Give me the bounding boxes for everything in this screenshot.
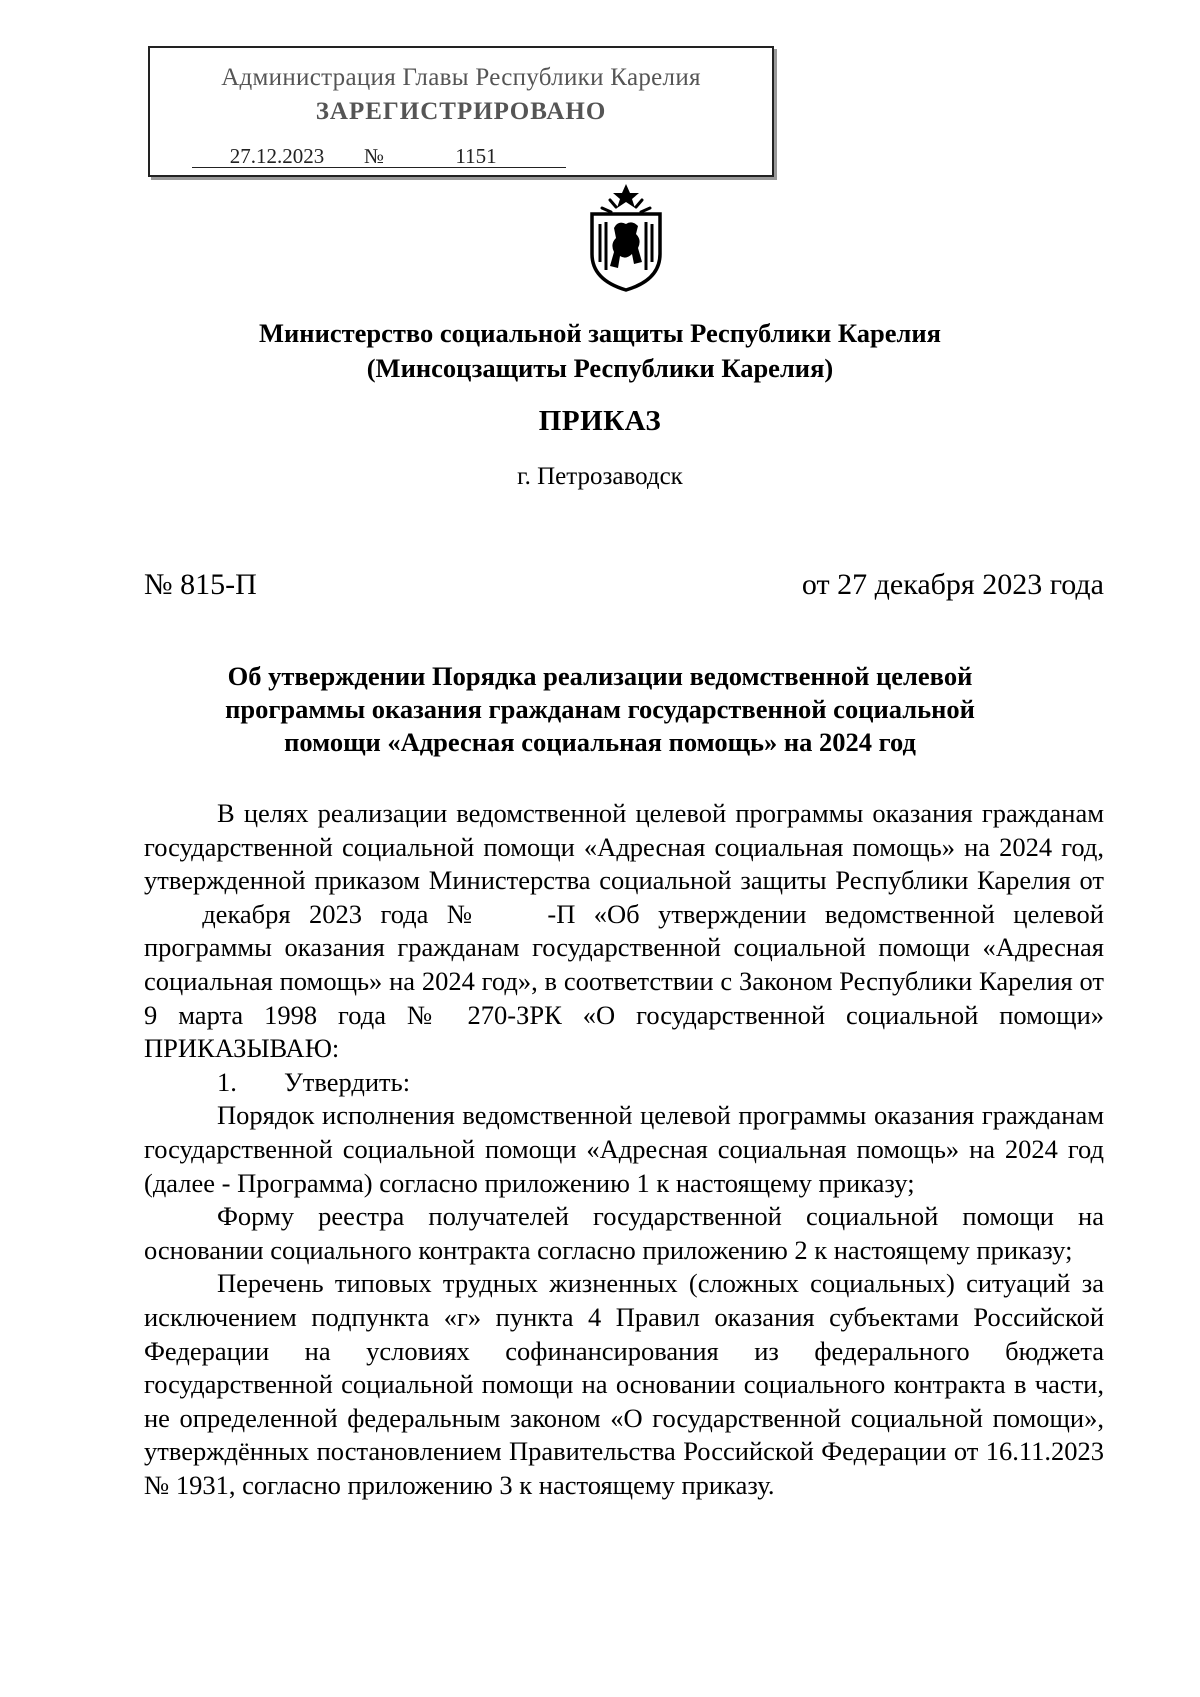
stamp-date: 27.12.2023 <box>192 145 362 168</box>
heading-line-2: программы оказания гражданам государственной социальной <box>225 694 975 724</box>
body-paragraph-preamble: В целях реализации ведомственной целевой программы оказания гражданам государственной социальной помощи «Адресная социальная помощь» на 2024 год, утвержденной приказом Министерства социальной защиты Республики Карелия от декабря 2023 года № -П «Об утверждении ведомственной целевой программы оказания гражданам государственной социальной помощи «Адресная социальная помощь» на 2024 год», в соответствии с Законом Республики Карелия от 9 марта 1998 года № 270-ЗРК «О государственной социальной помощи» ПРИКАЗЫВАЮ: <box>144 798 1104 1064</box>
body-item-1 <box>144 1066 1104 1100</box>
stamp-registered: ЗАРЕГИСТРИРОВАНО <box>315 98 607 125</box>
stamp-no-sign: № <box>364 144 385 168</box>
stamp-authority: Администрация Главы Республики Карелия <box>221 64 701 91</box>
registration-stamp <box>148 46 774 177</box>
order-date: от 27 декабря 2023 года <box>801 568 1104 601</box>
ministry-name: Министерство социальной защиты Республики Карелия <box>259 318 941 348</box>
stamp-number: 1151 <box>386 145 566 168</box>
heading-line-3: помощи «Адресная социальная помощь» на 2024 год <box>284 727 916 757</box>
coat-of-arms-icon <box>580 182 672 292</box>
body-paragraph-procedure: Порядок исполнения ведомственной целевой программы оказания гражданам государственной социальной помощи «Адресная социальная помощь» на 2024 год (далее - Программа) согласно приложению 1 к настоящему приказу; <box>144 1100 1104 1198</box>
ministry-short-name: (Минсоцзащиты Республики Карелия) <box>366 353 834 383</box>
body-paragraph-registry-form: Форму реестра получателей государственной социальной помощи на основании социального контракта согласно приложению 2 к настоящему приказу; <box>144 1201 1104 1265</box>
document-type: ПРИКАЗ <box>538 405 662 437</box>
item-1-number: 1. <box>217 1066 237 1097</box>
item-1-text: Утвердить: <box>284 1066 411 1097</box>
document-body <box>144 797 1104 1502</box>
stamp-registration-line <box>192 144 566 169</box>
city: г. Петрозаводск <box>517 463 683 490</box>
order-number: № 815-П <box>144 568 257 601</box>
document-heading <box>150 660 1050 759</box>
body-paragraph-situations-list: Перечень типовых трудных жизненных (сложных социальных) ситуаций за исключением подпункта «г» пункта 4 Правил оказания субъектами Российской Федерации на условиях софинансирования из федерального бюджета государственной социальной помощи на основании социального контракта в части, не определенной федеральным законом «О государственной социальной помощи», утверждённых постановлением Правительства Российской Федерации от 16.11.2023 № 1931, согласно приложению 3 к настоящему приказу. <box>144 1268 1104 1500</box>
heading-line-1: Об утверждении Порядка реализации ведомственной целевой <box>227 661 973 691</box>
